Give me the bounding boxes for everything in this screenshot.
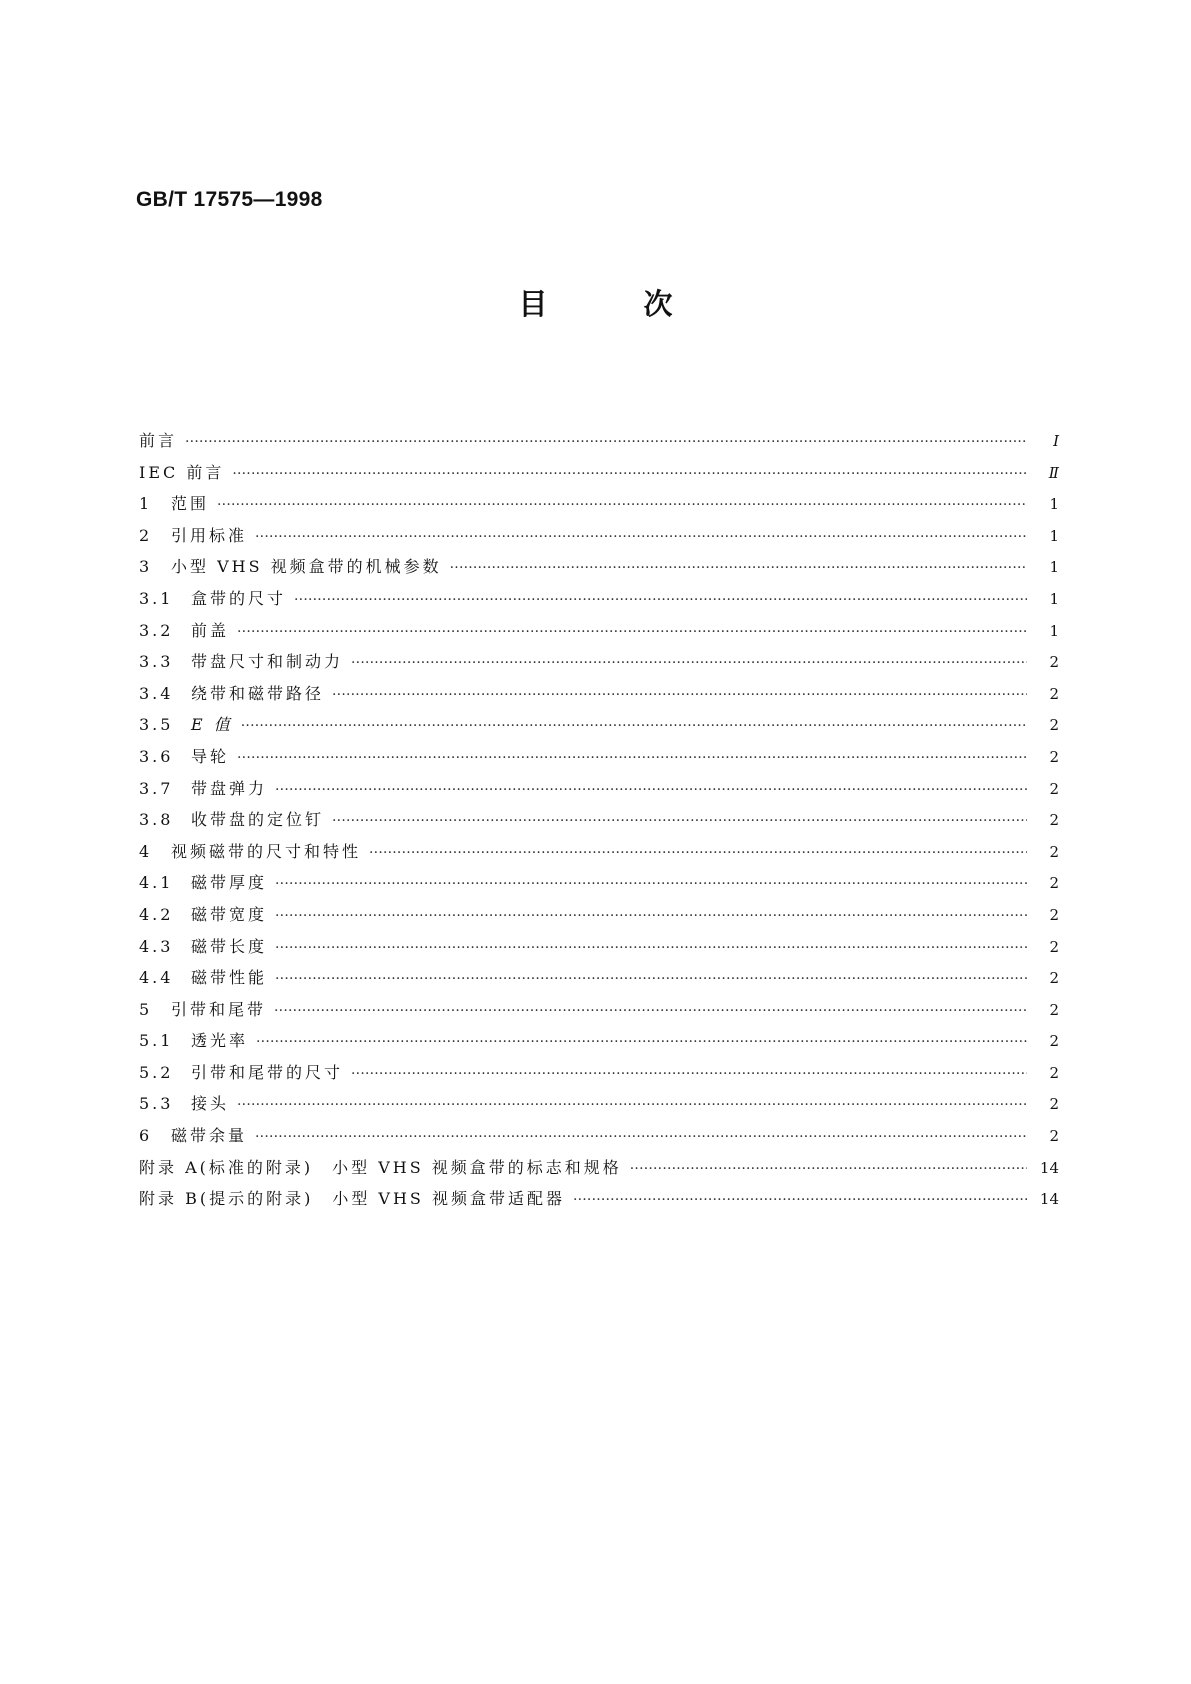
toc-entry-page: 2 bbox=[1049, 937, 1059, 956]
toc-entry-number: 4.4 bbox=[139, 968, 174, 988]
toc-entry[interactable] bbox=[139, 554, 1059, 586]
toc-entry[interactable] bbox=[139, 744, 1059, 776]
toc-entry-page: 2 bbox=[1049, 684, 1059, 703]
toc-entry-title: 磁带宽度 bbox=[191, 904, 268, 924]
toc-entry-page: I bbox=[1053, 432, 1059, 450]
toc-entry-page: 2 bbox=[1049, 811, 1059, 830]
toc-entry-page: 1 bbox=[1049, 526, 1059, 545]
dot-leader bbox=[241, 718, 1027, 734]
toc-entry-page: 1 bbox=[1049, 495, 1059, 514]
toc-entry[interactable] bbox=[139, 618, 1059, 650]
dot-leader bbox=[275, 876, 1027, 892]
toc-entry-page: 1 bbox=[1049, 621, 1059, 640]
dot-leader bbox=[255, 529, 1027, 545]
dot-leader bbox=[450, 560, 1027, 576]
dot-leader bbox=[217, 497, 1027, 513]
toc-entry-number: 1 bbox=[139, 494, 153, 514]
toc-entry[interactable] bbox=[139, 460, 1059, 492]
toc-title-char: 次 bbox=[643, 287, 673, 321]
dot-leader bbox=[237, 750, 1027, 766]
toc-entry-number: 3.2 bbox=[139, 620, 174, 640]
toc-entry-number: 4 bbox=[139, 841, 153, 861]
toc-entry-page: 2 bbox=[1049, 905, 1059, 924]
toc-entry[interactable] bbox=[139, 712, 1059, 744]
toc-entry-number: 4.3 bbox=[139, 936, 174, 956]
toc-entry[interactable] bbox=[139, 776, 1059, 808]
dot-leader bbox=[275, 908, 1027, 924]
toc-entry-number: 3 bbox=[139, 557, 153, 577]
toc-title bbox=[0, 282, 1191, 323]
toc-entry-number: 5.2 bbox=[139, 1062, 174, 1082]
toc-entry-title: 带盘尺寸和制动力 bbox=[191, 652, 344, 672]
toc-entry-title: 接头 bbox=[191, 1094, 230, 1114]
toc-entry-number: 3.1 bbox=[139, 588, 174, 608]
toc-entry[interactable] bbox=[139, 965, 1059, 997]
dot-leader bbox=[294, 592, 1027, 608]
toc-entry-page: 2 bbox=[1049, 1095, 1059, 1114]
toc-entry-page: 2 bbox=[1049, 716, 1059, 735]
toc-entry-number: 5.1 bbox=[139, 1031, 174, 1051]
toc-entry-title: 引带和尾带的尺寸 bbox=[191, 1062, 344, 1082]
toc-entry[interactable] bbox=[139, 523, 1059, 555]
toc-entry-number: 4.1 bbox=[139, 873, 174, 893]
toc-entry[interactable] bbox=[139, 428, 1059, 460]
toc-entry[interactable] bbox=[139, 839, 1059, 871]
toc-entry-number: 3.8 bbox=[139, 810, 174, 830]
toc-entry[interactable] bbox=[139, 681, 1059, 713]
toc-entry-page: 1 bbox=[1049, 558, 1059, 577]
toc-entry-title: 绕带和磁带路径 bbox=[191, 683, 325, 703]
toc-entry-number: 3.7 bbox=[139, 778, 174, 798]
toc-entry-number: 3.5 bbox=[139, 715, 174, 735]
dot-leader bbox=[237, 624, 1027, 640]
toc-entry-page: 14 bbox=[1039, 1158, 1059, 1177]
toc-entry[interactable] bbox=[139, 1060, 1059, 1092]
toc-entry-title: 引用标准 bbox=[171, 525, 248, 545]
toc-entry[interactable] bbox=[139, 1123, 1059, 1155]
toc-entry-number: 5.3 bbox=[139, 1094, 174, 1114]
toc-entry-page: 2 bbox=[1049, 747, 1059, 766]
toc-entry-page: 2 bbox=[1049, 779, 1059, 798]
dot-leader bbox=[275, 940, 1027, 956]
dot-leader bbox=[573, 1192, 1027, 1208]
toc-entry[interactable] bbox=[139, 934, 1059, 966]
toc-entry[interactable] bbox=[139, 586, 1059, 618]
toc-entry[interactable] bbox=[139, 1091, 1059, 1123]
dot-leader bbox=[274, 1003, 1027, 1019]
dot-leader bbox=[332, 687, 1027, 703]
toc-entry[interactable] bbox=[139, 870, 1059, 902]
toc-entry-page: 2 bbox=[1049, 1000, 1059, 1019]
dot-leader bbox=[255, 1129, 1027, 1145]
toc-entry-page: 2 bbox=[1049, 653, 1059, 672]
toc-entry-page: 2 bbox=[1049, 1127, 1059, 1146]
dot-leader bbox=[256, 1034, 1027, 1050]
toc-entry-number: 2 bbox=[139, 525, 153, 545]
toc-entry-title: 视频磁带的尺寸和特性 bbox=[171, 841, 362, 861]
toc-entry-title: 盒带的尺寸 bbox=[191, 588, 287, 608]
dot-leader bbox=[275, 971, 1027, 987]
toc-title-char: 目 bbox=[518, 287, 548, 321]
toc-entry-title: 磁带长度 bbox=[191, 936, 268, 956]
toc-entry-page: 2 bbox=[1049, 969, 1059, 988]
toc-entry-title: 导轮 bbox=[191, 746, 230, 766]
toc-entry-number: 3.3 bbox=[139, 652, 174, 672]
toc-entry-title: 附录 B(提示的附录) 小型 VHS 视频盒带适配器 bbox=[139, 1189, 565, 1209]
toc-entry-title: 透光率 bbox=[191, 1031, 249, 1051]
toc-entry[interactable] bbox=[139, 491, 1059, 523]
dot-leader bbox=[237, 1097, 1027, 1113]
dot-leader bbox=[351, 1066, 1027, 1082]
toc-entry-title: 引带和尾带 bbox=[171, 999, 267, 1019]
dot-leader bbox=[332, 813, 1027, 829]
toc-entry[interactable] bbox=[139, 807, 1059, 839]
toc-entry-number: 5 bbox=[139, 999, 153, 1019]
toc-entry-number: 3.6 bbox=[139, 746, 174, 766]
dot-leader bbox=[185, 434, 1027, 450]
toc-entry-title: E 值 bbox=[191, 715, 233, 735]
toc-list bbox=[139, 428, 1059, 1218]
toc-entry-page: 2 bbox=[1049, 842, 1059, 861]
toc-entry[interactable] bbox=[139, 1155, 1059, 1187]
dot-leader bbox=[232, 466, 1027, 482]
dot-leader bbox=[351, 655, 1027, 671]
dot-leader bbox=[630, 1161, 1027, 1177]
toc-entry-title: 前言 bbox=[139, 431, 178, 450]
toc-entry-page: 2 bbox=[1049, 1032, 1059, 1051]
toc-entry[interactable] bbox=[139, 649, 1059, 681]
toc-entry-number: 4.2 bbox=[139, 904, 174, 924]
dot-leader bbox=[369, 845, 1027, 861]
toc-entry[interactable] bbox=[139, 1186, 1059, 1218]
toc-entry-title: IEC 前言 bbox=[139, 462, 225, 482]
toc-entry-title: 附录 A(标准的附录) 小型 VHS 视频盒带的标志和规格 bbox=[139, 1157, 622, 1177]
toc-entry[interactable] bbox=[139, 997, 1059, 1029]
toc-entry-title: 磁带性能 bbox=[191, 968, 268, 988]
toc-entry-title: 前盖 bbox=[191, 620, 230, 640]
toc-entry-page: 1 bbox=[1049, 589, 1059, 608]
toc-entry-page: 2 bbox=[1049, 874, 1059, 893]
toc-entry-page: 14 bbox=[1039, 1190, 1059, 1209]
toc-entry-title: 收带盘的定位钉 bbox=[191, 810, 325, 830]
toc-entry-title: 范围 bbox=[171, 494, 210, 514]
toc-entry-page: Ⅱ bbox=[1048, 463, 1059, 482]
dot-leader bbox=[275, 782, 1027, 798]
toc-entry-page: 2 bbox=[1049, 1063, 1059, 1082]
toc-entry-title: 磁带余量 bbox=[171, 1126, 248, 1146]
toc-entry-title: 小型 VHS 视频盒带的机械参数 bbox=[171, 557, 442, 577]
document-code: GB/T 17575—1998 bbox=[136, 188, 323, 211]
toc-entry-title: 磁带厚度 bbox=[191, 873, 268, 893]
toc-entry-number: 6 bbox=[139, 1126, 153, 1146]
toc-entry[interactable] bbox=[139, 902, 1059, 934]
toc-entry-number: 3.4 bbox=[139, 683, 174, 703]
toc-entry[interactable] bbox=[139, 1028, 1059, 1060]
toc-entry-title: 带盘弹力 bbox=[191, 778, 268, 798]
